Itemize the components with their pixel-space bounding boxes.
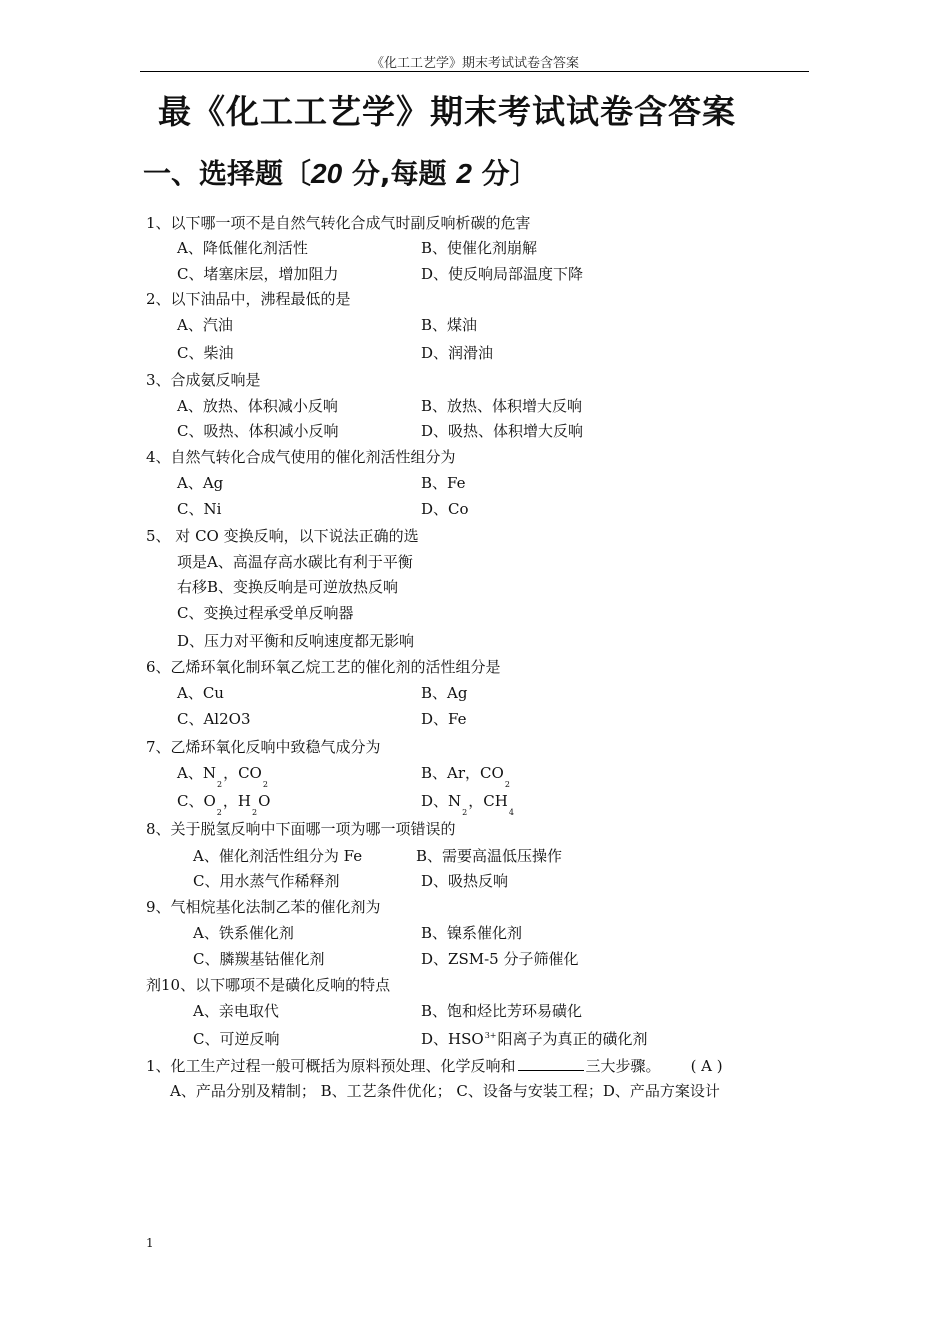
- question-7-option-a: A、$N_2$，$CO_2$: [177, 764, 268, 789]
- question-10-option-d: D、$HSO^{3+}$阳离子为真正的磺化剂: [421, 1030, 648, 1048]
- question-6-option-c: C、Al2O3: [177, 710, 251, 728]
- question-6-option-d: D、Fe: [421, 710, 467, 728]
- question-4-stem: 4、自然气转化合成气使用的催化剂活性组分为: [146, 448, 456, 466]
- question-10-option-a: A、亲电取代: [193, 1002, 279, 1020]
- question-4-option-c: C、Ni: [177, 500, 222, 518]
- question-8-option-d: D、吸热反响: [421, 872, 509, 890]
- question-8-option-a: A、催化剂活性组分为 Fe: [193, 847, 363, 865]
- question-7-stem: 7、乙烯环氧化反响中致稳气成分为: [146, 738, 381, 756]
- question-9-option-d: D、ZSM-5 分子筛催化: [421, 950, 579, 968]
- question-1-stem: 1、以下哪一项不是自然气转化合成气时副反响析碳的危害: [146, 214, 531, 232]
- question-9-stem: 9、气相烷基化法制乙苯的催化剂为: [146, 898, 381, 916]
- question-6-option-a: A、Cu: [177, 684, 224, 702]
- question-9-option-c: C、膦羰基钴催化剂: [193, 950, 325, 968]
- question-8-stem: 8、关于脱氢反响中下面哪一项为哪一项错误的: [146, 820, 456, 838]
- document-title: 最《化工工艺学》期末考试试卷含答案: [158, 92, 736, 131]
- running-header: 《化工工艺学》期末考试试卷含答案: [370, 56, 579, 71]
- section-mid: 分,每题: [351, 157, 447, 190]
- page-number: 1: [146, 1236, 154, 1250]
- question-9-option-a: A、铁系催化剂: [193, 924, 294, 942]
- question-6-stem: 6、乙烯环氧化制环氧乙烷工艺的催化剂的活性组分是: [146, 658, 501, 676]
- question-2-option-c: C、柴油: [177, 344, 234, 362]
- section-heading: [143, 152, 538, 192]
- question-9-option-b: B、镍系催化剂: [421, 924, 523, 942]
- question-3-option-a: A、放热、体积减小反响: [177, 397, 338, 415]
- section-score-each: 2: [456, 158, 472, 189]
- section-score-total: 20: [311, 158, 343, 189]
- question-3-option-c: C、吸热、体积减小反响: [177, 422, 339, 440]
- question-11-options: A、产品分别及精制； B、工艺条件优化； C、设备与安装工程；D、产品方案设计: [170, 1082, 720, 1100]
- question-2-stem: 2、以下油品中，沸程最低的是: [146, 290, 351, 308]
- question-7-option-d: D、$N_2$，$CH_4$: [421, 792, 514, 817]
- question-8-option-c: C、用水蒸气作稀释剂: [193, 872, 340, 890]
- question-6-option-b: B、Ag: [421, 684, 468, 702]
- question-1-option-c: C、堵塞床层，增加阻力: [177, 265, 339, 283]
- question-4-option-a: A、Ag: [177, 474, 224, 492]
- section-suffix: 分〕: [481, 157, 538, 190]
- question-5-line-3: 右移B、变换反响是可逆放热反响: [177, 578, 399, 596]
- section-prefix: 一、选择题〔: [143, 157, 312, 190]
- question-2-option-a: A、汽油: [177, 316, 233, 334]
- question-3-option-d: D、吸热、体积增大反响: [421, 422, 584, 440]
- question-10-stem: 剂10、以下哪项不是磺化反响的特点: [146, 976, 391, 994]
- question-4-option-d: D、Co: [421, 500, 469, 518]
- question-10-option-c: C、可逆反响: [193, 1030, 280, 1048]
- header-rule: [140, 71, 809, 72]
- question-2-option-d: D、润滑油: [421, 344, 494, 362]
- question-7-option-b: B、Ar，$CO_2$: [421, 764, 510, 789]
- question-1-option-b: B、使催化剂崩解: [421, 239, 538, 257]
- question-10-option-b: B、饱和烃比芳环易磺化: [421, 1002, 583, 1020]
- question-2-option-b: B、煤油: [421, 316, 478, 334]
- question-3-stem: 3、合成氨反响是: [146, 371, 261, 389]
- answer-blank: [518, 1056, 584, 1071]
- question-11-stem: 1、化工生产过程一般可概括为原料预处理、化学反响和 三大步骤。 ( A ): [146, 1057, 723, 1075]
- question-8-option-b: B、需要高温低压操作: [416, 847, 563, 865]
- question-4-option-b: B、Fe: [421, 474, 466, 492]
- question-1-option-a: A、降低催化剂活性: [177, 239, 308, 257]
- question-5-stem: 5、 对 CO 变换反响，以下说法正确的选: [146, 527, 419, 545]
- answer-parenthesis: ( A ): [690, 1057, 723, 1075]
- question-3-option-b: B、放热、体积增大反响: [421, 397, 583, 415]
- question-5-line-4: C、变换过程承受单反响器: [177, 604, 354, 622]
- question-7-option-c: C、$O_2$，$H_2O$: [177, 792, 271, 817]
- question-5-line-5: D、压力对平衡和反响速度都无影响: [177, 632, 415, 650]
- question-5-line-2: 项是A、高温存高水碳比有利于平衡: [177, 553, 413, 571]
- question-1-option-d: D、使反响局部温度下降: [421, 265, 584, 283]
